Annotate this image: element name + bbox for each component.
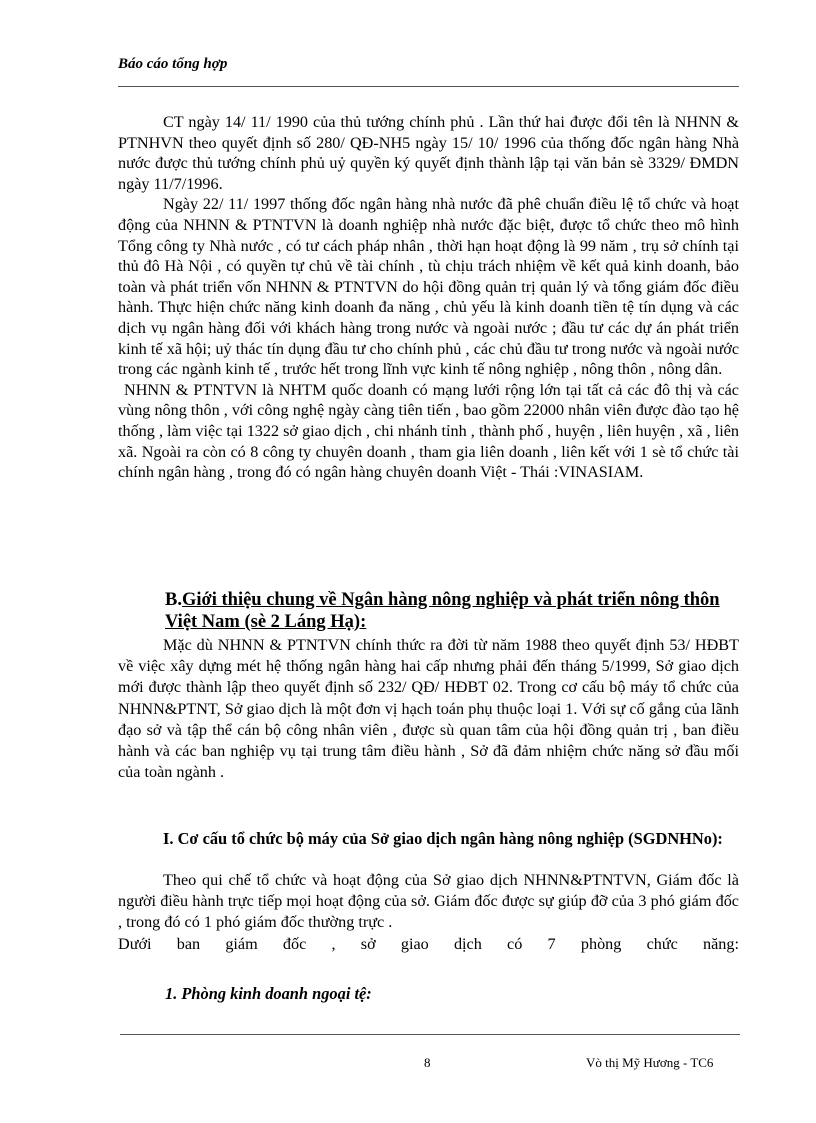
section-b-heading (118, 589, 745, 633)
section-b-paragraph: Mặc dù NHNN & PTNTVN chính thức ra đời từ năm 1988 theo quyết định 53/ HĐBT về việc xây dựng mét hệ thống ngân hàng hai cấp nhưng phải đến tháng 5/1999, Sở giao dịch mới được thành lập theo quyết định số 232/ QĐ/ HĐBT 02. Trong cơ cấu bộ máy tổ chức của NHNN&PTNT, Sở giao dịch là một đơn vị hạch toán phụ thuộc loại 1. Với sự cố gắng của lãnh đạo sở và tập thể cán bộ công nhân viên , được sù quan tâm của hội đồng quản trị , ban điều hành và các ban nghiệp vụ tại trung tâm điều hành , Sở đã đảm nhiệm chức năng sở đầu mối của toàn ngành . (118, 636, 739, 782)
subsection-heading: 1. Phòng kinh doanh ngoại tệ: (165, 984, 372, 1003)
intro-section (118, 112, 739, 483)
section-i-body (118, 870, 739, 955)
section-b-prefix: B. (165, 590, 182, 610)
section-i-heading (118, 828, 739, 849)
header-divider (118, 86, 739, 87)
document-header-title: Báo cáo tổng hợp (118, 56, 228, 72)
section-i-title: I. Cơ cấu tổ chức bộ máy của Sở giao dịch ngân hàng nông nghiệp (SGDNHNo): (163, 829, 723, 848)
section-b-title: Giới thiệu chung về Ngân hàng nông nghiệp và phát triển nông thôn Việt Nam (sè 2 Láng Hạ): (165, 590, 720, 632)
intro-paragraph-2: Ngày 22/ 11/ 1997 thống đốc ngân hàng nhà nước đã phê chuẩn điều lệ tổ chức và hoạt động của NHNN & PTNTVN là doanh nghiệp nhà nước đặc biệt, được tổ chức theo mô hình Tổng công ty Nhà nước , có tư cách pháp nhân , thời hạn hoạt động là 99 năm , trụ sở chính tại thủ đô Hà Nội , có quyền tự chủ về tài chính , tù chịu trách nhiệm về kết quả kinh doanh, bảo toàn và phát triển vốn NHNN & PTNTVN do hội đồng quản trị quản lý và tổng giám đốc điều hành. Thực hiện chức năng kinh doanh đa năng , chủ yếu là kinh doanh tiền tệ tín dụng và các dịch vụ ngân hàng đối với khách hàng trong nước và ngoài nước ; đầu tư các dự án phát triển kinh tế xã hội; uỷ thác tín dụng đầu tư cho chính phủ , các chủ đầu tư trong nước và ngoài nước trong các ngành kinh tế , trước hết trong lĩnh vực kinh tế nông nghiệp , nông thôn , nông dân. (118, 195, 739, 379)
footer-author: Vò thị Mỹ Hương - TC6 (586, 1055, 714, 1070)
footer-divider (120, 1034, 740, 1035)
section-b-body (118, 635, 739, 783)
page-number: 8 (424, 1055, 431, 1070)
section-i-paragraph-last: Dưới ban giám đốc , sở giao dịch có 7 phòng chức năng: (118, 934, 739, 953)
intro-paragraph-1: CT ngày 14/ 11/ 1990 của thủ tướng chính phủ . Lần thứ hai được đổi tên là NHNN & PTNHVN theo quyết định số 280/ QĐ-NH5 ngày 15/ 10/ 1996 của thống đốc ngân hàng Nhà nước được thủ tướng chính phủ uỷ quyền ký quyết định thành lập tại văn bản sè 3329/ ĐMDN ngày 11/7/1996. (118, 113, 739, 193)
section-i-paragraph: Theo qui chế tổ chức và hoạt động của Sở giao dịch NHNN&PTNTVN, Giám đốc là người điều hành trực tiếp mọi hoạt động của sở. Giám đốc được sự giúp đỡ của 3 phó giám đốc , trong đó có 1 phó giám đốc thường trực . (118, 871, 739, 932)
intro-paragraph-3: NHNN & PTNTVN là NHTM quốc doanh có mạng lưới rộng lớn tại tất cả các đô thị và các vùng nông thôn , với công nghệ ngày càng tiên tiến , bao gồm 22000 nhân viên được đào tạo hệ thống , làm việc tại 1322 sở giao dịch , chi nhánh tỉnh , thành phố , huyện , liên huyện , xã , liên xã. Ngoài ra còn có 8 công ty chuyên doanh , tham gia liên doanh , liên kết với 1 sè tổ chức tài chính ngân hàng , trong đó có ngân hàng chuyên doanh Việt - Thái :VINASIAM. (118, 380, 739, 482)
